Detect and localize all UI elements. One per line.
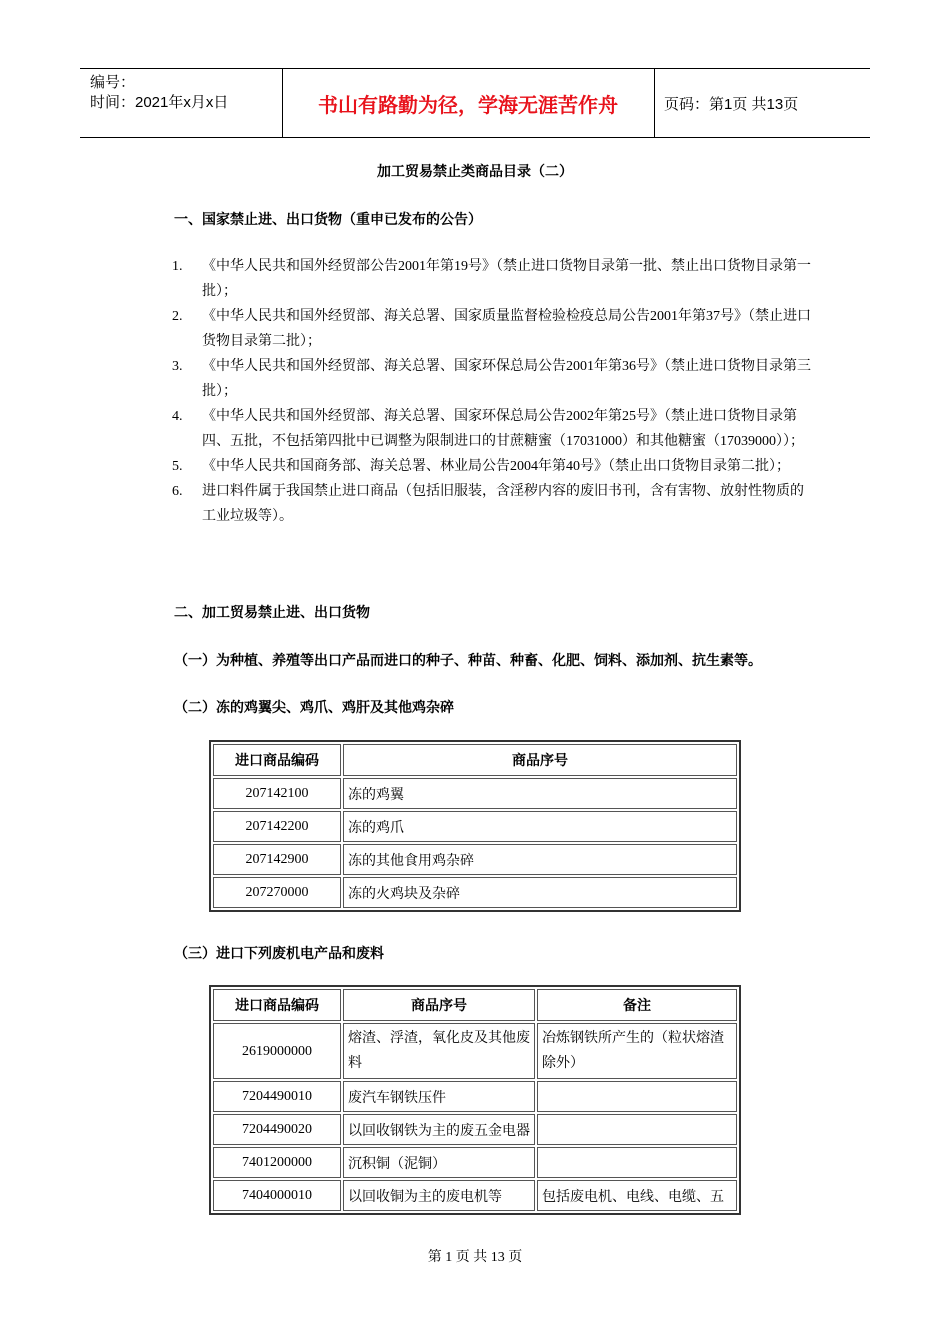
table-header-row xyxy=(213,989,737,1021)
table-cell-note xyxy=(537,1147,737,1178)
header-motto: 书山有路勤为径，学海无涯苦作舟 xyxy=(318,94,618,117)
waste-materials-table xyxy=(209,985,741,1215)
list-item-text: 《中华人民共和国外经贸部公告2001年第19号》（禁止进口货物目录第一批、禁止出口货物目录第一批）； xyxy=(202,259,811,299)
table-cell-code: 7404000010 xyxy=(213,1180,341,1211)
column-header: 商品序号 xyxy=(343,989,535,1021)
list-item-text: 《中华人民共和国外经贸部、海关总署、国家环保总局公告2002年第25号》（禁止进口货物目录第四、五批，不包括第四批中已调整为限制进口的甘蔗糖蜜（17031000）和其他糖蜜（17039000））； xyxy=(202,409,804,449)
list-item-number: 4. xyxy=(172,409,183,424)
table-cell-name: 冻的鸡翼 xyxy=(343,778,737,809)
section1-heading: 一、国家禁止进、出口货物（重申已发布的公告） xyxy=(174,211,482,227)
table-cell-code: 7204490020 xyxy=(213,1114,341,1145)
table-cell-note: 包括废电机、电线、电缆、五 xyxy=(537,1180,737,1211)
list-item-number: 6. xyxy=(172,484,183,499)
page-footer: 第 1 页 共 13 页 xyxy=(427,1250,523,1265)
table-cell-note: 冶炼钢铁所产生的（粒状熔渣除外） xyxy=(537,1023,737,1079)
subsection-1-heading: （一）为种植、养殖等出口产品而进口的种子、种苗、种畜、化肥、饲料、添加剂、抗生素等。 xyxy=(174,652,762,668)
table-row xyxy=(213,1023,737,1079)
table-cell-code: 7204490010 xyxy=(213,1081,341,1112)
list-item-number: 2. xyxy=(172,309,183,324)
table-row xyxy=(213,1081,737,1112)
column-header: 商品序号 xyxy=(343,744,737,776)
table-cell-name: 以回收钢铁为主的废五金电器 xyxy=(343,1114,535,1145)
document-title: 加工贸易禁止类商品目录（二） xyxy=(377,163,573,179)
page-header xyxy=(80,68,870,138)
document-time-label: 时间：2021年x月x日 xyxy=(90,94,229,111)
table-cell-code: 2619000000 xyxy=(213,1023,341,1079)
table-cell-name: 废汽车钢铁压件 xyxy=(343,1081,535,1112)
table-cell-code: 7401200000 xyxy=(213,1147,341,1178)
subsection-3-heading: （三）进口下列废机电产品和废料 xyxy=(174,945,384,961)
list-item-text: 《中华人民共和国外经贸部、海关总署、国家环保总局公告2001年第36号》（禁止进口货物目录第三批）； xyxy=(202,359,811,399)
announcement-list xyxy=(172,254,812,529)
list-item-number: 3. xyxy=(172,359,183,374)
table-row xyxy=(213,1180,737,1211)
table-row xyxy=(213,844,737,875)
table-row xyxy=(213,778,737,809)
table-cell-name: 冻的火鸡块及杂碎 xyxy=(343,877,737,908)
list-item xyxy=(172,354,812,404)
table-cell-code: 207142900 xyxy=(213,844,341,875)
section2-heading: 二、加工贸易禁止进、出口货物 xyxy=(174,604,370,620)
table-row xyxy=(213,1114,737,1145)
table-cell-code: 207142200 xyxy=(213,811,341,842)
table-row xyxy=(213,1147,737,1178)
table-cell-code: 207270000 xyxy=(213,877,341,908)
table-cell-note xyxy=(537,1081,737,1112)
table-row xyxy=(213,811,737,842)
list-item xyxy=(172,479,812,529)
list-item-number: 1. xyxy=(172,259,183,274)
header-page-info: 页码：第1页 共13页 xyxy=(664,95,799,113)
list-item xyxy=(172,254,812,304)
column-header: 进口商品编码 xyxy=(213,744,341,776)
table-row xyxy=(213,877,737,908)
list-item-text: 进口料件属于我国禁止进口商品（包括旧服装，含淫秽内容的废旧书刊，含有害物、放射性物质的工业垃圾等）。 xyxy=(202,484,804,524)
table-cell-name: 冻的其他食用鸡杂碎 xyxy=(343,844,737,875)
subsection-2-heading: （二）冻的鸡翼尖、鸡爪、鸡肝及其他鸡杂碎 xyxy=(174,699,454,715)
list-item-text: 《中华人民共和国外经贸部、海关总署、国家质量监督检验检疫总局公告2001年第37号》（禁止进口货物目录第二批）； xyxy=(202,309,811,349)
list-item xyxy=(172,404,812,454)
table-cell-name: 熔渣、浮渣，氧化皮及其他废料 xyxy=(343,1023,535,1079)
table-cell-name: 沉积铜（泥铜） xyxy=(343,1147,535,1178)
list-item-text: 《中华人民共和国商务部、海关总署、林业局公告2004年第40号》（禁止出口货物目录第二批）； xyxy=(202,459,790,474)
list-item xyxy=(172,454,812,479)
document-number-label: 编号： xyxy=(90,74,136,91)
table-cell-name: 冻的鸡爪 xyxy=(343,811,737,842)
column-header: 备注 xyxy=(537,989,737,1021)
table-header-row xyxy=(213,744,737,776)
table-cell-note xyxy=(537,1114,737,1145)
header-meta xyxy=(90,73,228,113)
frozen-chicken-table xyxy=(209,740,741,912)
table-cell-code: 207142100 xyxy=(213,778,341,809)
table-cell-name: 以回收铜为主的废电机等 xyxy=(343,1180,535,1211)
list-item xyxy=(172,304,812,354)
header-divider xyxy=(654,69,655,137)
column-header: 进口商品编码 xyxy=(213,989,341,1021)
list-item-number: 5. xyxy=(172,459,183,474)
